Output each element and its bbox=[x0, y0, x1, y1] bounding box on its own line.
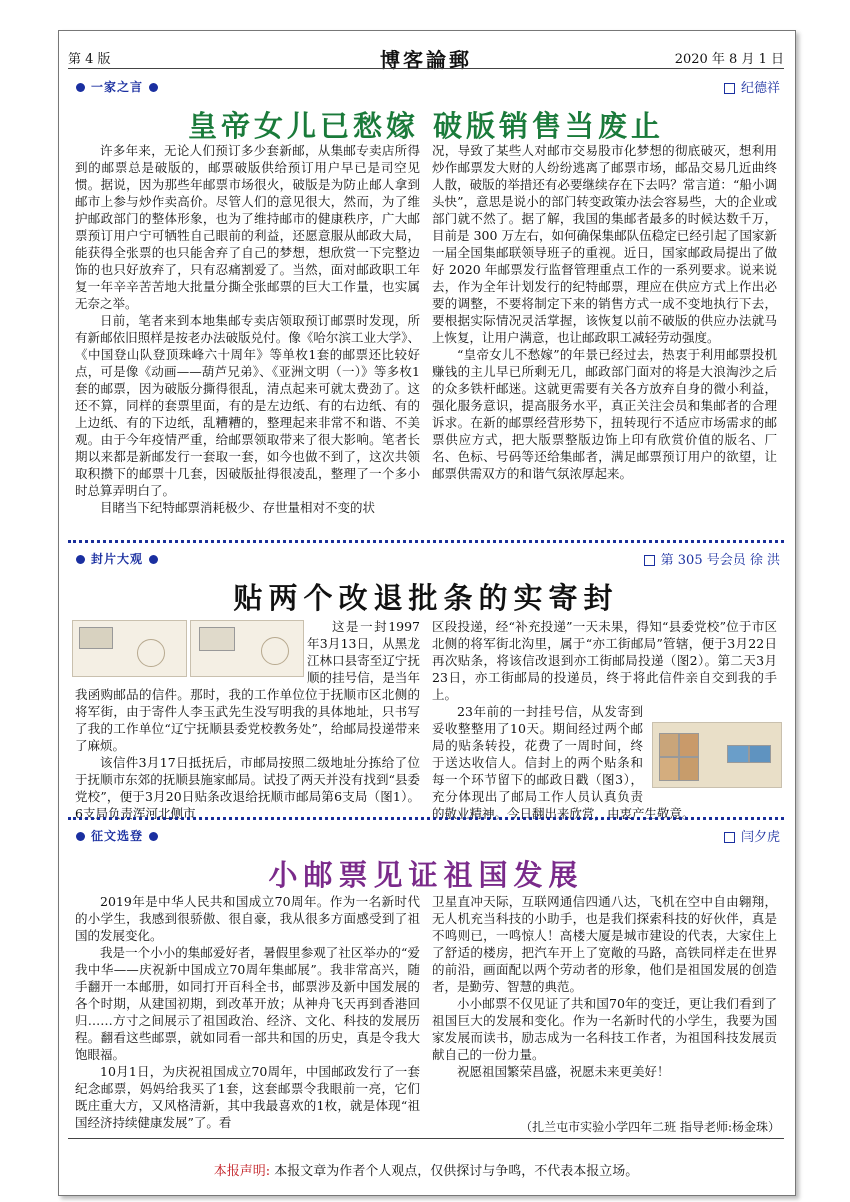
paragraph: 况，导致了某些人对邮市交易股市化梦想的彻底破灭，想利用炒作邮票发大财的人纷纷逃离了邮票市场，邮品交易几近曲终人散，破版的举措还有必要继续存在下去吗？常言道：“船小调头快”，意思是说小的部门转变政策办法会容易些，大的企业或部门就不然了。据了解，我国的集邮者最多的时候达数千万，目前是 300 万左右，如何确保集邮队伍稳定已经引起了国家新一届全国集邮联领导班子的重视。近日，国家邮政局提出了做好 2020 年邮票发行监督管理重点工作的一系列要求。说来说去，作为全年计划发行的纪特邮票，理应在供应方式上作出必要的调整，不要将制定下来的销售方式一成不变地执行下去，要根据实际情况灵活掌握，该恢复以前不破版的供应办法就马上恢复，让用户满意，也让邮政职工减轻劳动强度。 bbox=[432, 143, 777, 345]
author-line bbox=[724, 826, 780, 845]
paragraph: 许多年来，无论人们预订多少套新邮，从集邮专卖店所得到的邮票总是破版的，邮票破版供给预订用户早已是司空见惯。据说，因为那些年邮票市场很火，破版是为防止邮人拿到邮市上参与炒作卖高价。尽管人们的意见很大，然而，为了维护邮政部门的整体形象，也为了维持邮市的健康秩序，广大邮票预订用户宁可牺牲自己眼前的利益，还愿意服从邮政大局，能获得全张票的也只能舍弃了自己的梦想，想欣赏一下完整边饰的也只好放弃了，只有忍痛割爱了。当然，面对邮政职工年复一年辛辛苦苦地大批量分撕全张邮票的巨大工作量，也实属无奈之举。 bbox=[75, 143, 420, 311]
section-label: 征文选登 bbox=[91, 829, 144, 843]
dotted-divider bbox=[68, 817, 784, 820]
paragraph: 10月1日，为庆祝祖国成立70周年，中国邮政发行了一套纪念邮票，妈妈给我买了1套，这套邮票令我眼前一亮，它们既庄重大方，又风格清新，其中我最喜欢的1枚，就是体现“祖国经济持续健康发展”了。看 bbox=[75, 1064, 420, 1130]
disclaimer-text: 本报文章为作者个人观点，仅供探讨与争鸣，不代表本报立场。 bbox=[274, 1164, 639, 1179]
article-column-left bbox=[75, 142, 420, 530]
header-rule bbox=[68, 68, 784, 69]
paragraph: 祝愿祖国繁荣昌盛，祝愿未来更美好！ bbox=[457, 1064, 670, 1079]
footer-disclaimer bbox=[68, 1160, 784, 1179]
paragraph: 这是一封1997年3月13日，从黑龙江林口县寄至辽宁抚顺的挂号信，是当年我函购邮品的信件。那时，我的工作单位位于抚顺市区北侧的将军街，由于寄件人李玉武先生没写明我的具体地址，只书写了我的工作单位“辽宁抚顺县委党校教务处”，给邮局投递带来了麻烦。 bbox=[75, 619, 420, 753]
section-tag bbox=[70, 827, 164, 844]
paragraph: 我是一个小小的集邮爱好者，暑假里参观了社区举办的“爱我中华——庆祝新中国成立70周年集邮展”。我非常高兴，随手翻开一本邮册，如同打开百科全书，邮票涉及新中国发展的各个时期，从建国初期，到改革开放；从神舟飞天再到香港回归……方寸之间展示了祖国政治、经济、文化、科技的发展历程。翻看这些邮票，就如同看一部共和国的历史，真是令我大饱眼福。 bbox=[75, 945, 420, 1062]
section-bar-1 bbox=[68, 77, 784, 95]
photo-spacer bbox=[75, 618, 307, 678]
paragraph: 日前，笔者来到本地集邮专卖店领取预订邮票时发现，所有新邮依旧照样是按老办法破版兑付。像《哈尔滨工业大学》、《中国登山队登顶珠峰六十周年》等单枚1套的邮票还比较好点，可是像《动画——葫芦兄弟》、《亚洲文明（一）》等多枚1套的邮票，因为破版分撕得很乱，清点起来可就太费劲了。这还不算，同样的套票里面，有的是左边纸、有的右边纸、有的上边纸、有的下边纸，乱糟糟的，整理起来非常不和谐、不美观。由于今年疫情严重，给邮票领取带来了很大影响。笔者长期以来都是新邮发行一套取一套，如今也做不到了，这次共领取积攒下的邮票十几套，因破版扯得很凌乱，整理了一个多小时总算弄明白了。 bbox=[75, 313, 420, 498]
issue-number: 第 4 版 bbox=[68, 52, 111, 67]
square-icon bbox=[724, 83, 735, 94]
paragraph: 小小邮票不仅见证了共和国70年的变迁，更让我们看到了祖国巨大的发展和变化。作为一名新时代的小学生，我要为国家发展而读书，励志成为一名科技工作者，为祖国科技发展贡献自己的一份力量。 bbox=[432, 996, 777, 1062]
author-line bbox=[724, 77, 780, 96]
paragraph: 该信件3月17日抵抚后，市邮局按照二级地址分拣给了位于抚顺市东郊的抚顺县施家邮局。试投了两天并没有找到“县委党校”，便于3月20日贴条改退给抚顺市邮局第6支局（图1）。6支局负责浑河北侧市 bbox=[75, 755, 420, 821]
paragraph: 目睹当下纪特邮票消耗极少、存世量相对不变的状 bbox=[100, 500, 376, 515]
article-column-left bbox=[75, 618, 420, 821]
paragraph: 2019年是中华人民共和国成立70周年。作为一名新时代的小学生，我感到很骄傲、很自豪，我从很多方面感受到了祖国的发展变化。 bbox=[75, 894, 420, 943]
article-title: 小邮票见证祖国发展 bbox=[268, 858, 584, 892]
photo-spacer bbox=[643, 737, 777, 803]
section-label: 一家之言 bbox=[91, 80, 144, 94]
bullet-icon bbox=[76, 832, 85, 841]
bullet-icon bbox=[76, 83, 85, 92]
paragraph: 卫星直冲天际，互联网通信四通八达，飞机在空中自由翱翔，无人机充当科技的小助手，也是我们探索科技的好伙伴，真是不鸣则已，一鸣惊人！高楼大厦是城市建设的代表，大家住上了舒适的楼房，把汽车开上了宽敞的马路，高铁同样走在世界的前沿，画面配以两个劳动者的形象，他们是祖国发展的创造者，是勤劳、智慧的典范。 bbox=[432, 894, 777, 994]
square-icon bbox=[724, 832, 735, 843]
section-label: 封片大观 bbox=[91, 552, 144, 566]
author-name: 纪德祥 bbox=[740, 81, 780, 96]
bullet-icon bbox=[149, 555, 158, 564]
section-tag bbox=[70, 78, 164, 95]
paragraph: 区段投递，经“补充投递”一天未果，得知“县委党校”位于市区北侧的将军街北沟里，属于“亦工街邮局”管辖，便于3月22日再次贴条，将该信改退到亦工街邮局投递（图2）。第二天3月23日，亦工街邮局的投递员，终于将此信件亲自交到我的手上。 bbox=[432, 619, 777, 702]
section-tag bbox=[70, 550, 164, 567]
author-name: 第 305 号会员 徐 洪 bbox=[660, 553, 780, 568]
bullet-icon bbox=[149, 832, 158, 841]
bullet-icon bbox=[76, 555, 85, 564]
author-line bbox=[644, 549, 780, 568]
article-column-right bbox=[432, 618, 777, 821]
square-icon bbox=[644, 555, 655, 566]
disclaimer-label: 本报声明: bbox=[213, 1164, 271, 1179]
issue-date: 2020 年 8 月 1 日 bbox=[674, 52, 784, 67]
article-title: 皇帝女儿已愁嫁 破版销售当废止 bbox=[187, 109, 665, 143]
author-name: 闫夕虎 bbox=[740, 830, 780, 845]
footer-rule bbox=[68, 1138, 784, 1139]
dotted-divider bbox=[68, 540, 784, 543]
section-bar-2 bbox=[68, 549, 784, 567]
article-column-right bbox=[432, 142, 777, 530]
article-title: 贴两个改退批条的实寄封 bbox=[233, 581, 619, 615]
bullet-icon bbox=[149, 83, 158, 92]
page-header bbox=[68, 44, 784, 72]
masthead: 博客論郵 bbox=[380, 48, 472, 72]
article-column-right bbox=[432, 893, 777, 1115]
article-column-left bbox=[75, 893, 420, 1130]
author-signature: （扎兰屯市实验小学四年二班 指导老师:杨金珠） bbox=[520, 1120, 780, 1134]
paragraph: 23年前的一封挂号信，从发寄到妥收整整用了10天。期间经过两个邮局的贴条转投，花费了一周时间，终于送达收信人。信封上的两个贴条和每一个环节留下的邮政日戳（图3），充分体现出了邮局工作人员认真负责的敬业精神。今日翻出来欣赏，由衷产生敬意。 bbox=[432, 704, 695, 821]
section-bar-3 bbox=[68, 826, 784, 844]
paragraph: “皇帝女儿不愁嫁”的年景已经过去，热衷于利用邮票投机赚钱的主儿早已所剩无几，邮政部门面对的将是大浪淘沙之后的众多铁杆邮迷。这就更需要有关各方放弃自身的微小利益，强化服务意识，提高服务水平，真正关注会员和集邮者的合理诉求。在新的邮票经营形势下，扭转现行不适应市场需求的邮票供应方式，把大版票整版边饰上印有欣赏价值的版名、厂名、色标、号码等还给集邮者，满足邮票预订用户的欲望，让邮票供需双方的和谐气氛浓厚起来。 bbox=[432, 347, 777, 481]
